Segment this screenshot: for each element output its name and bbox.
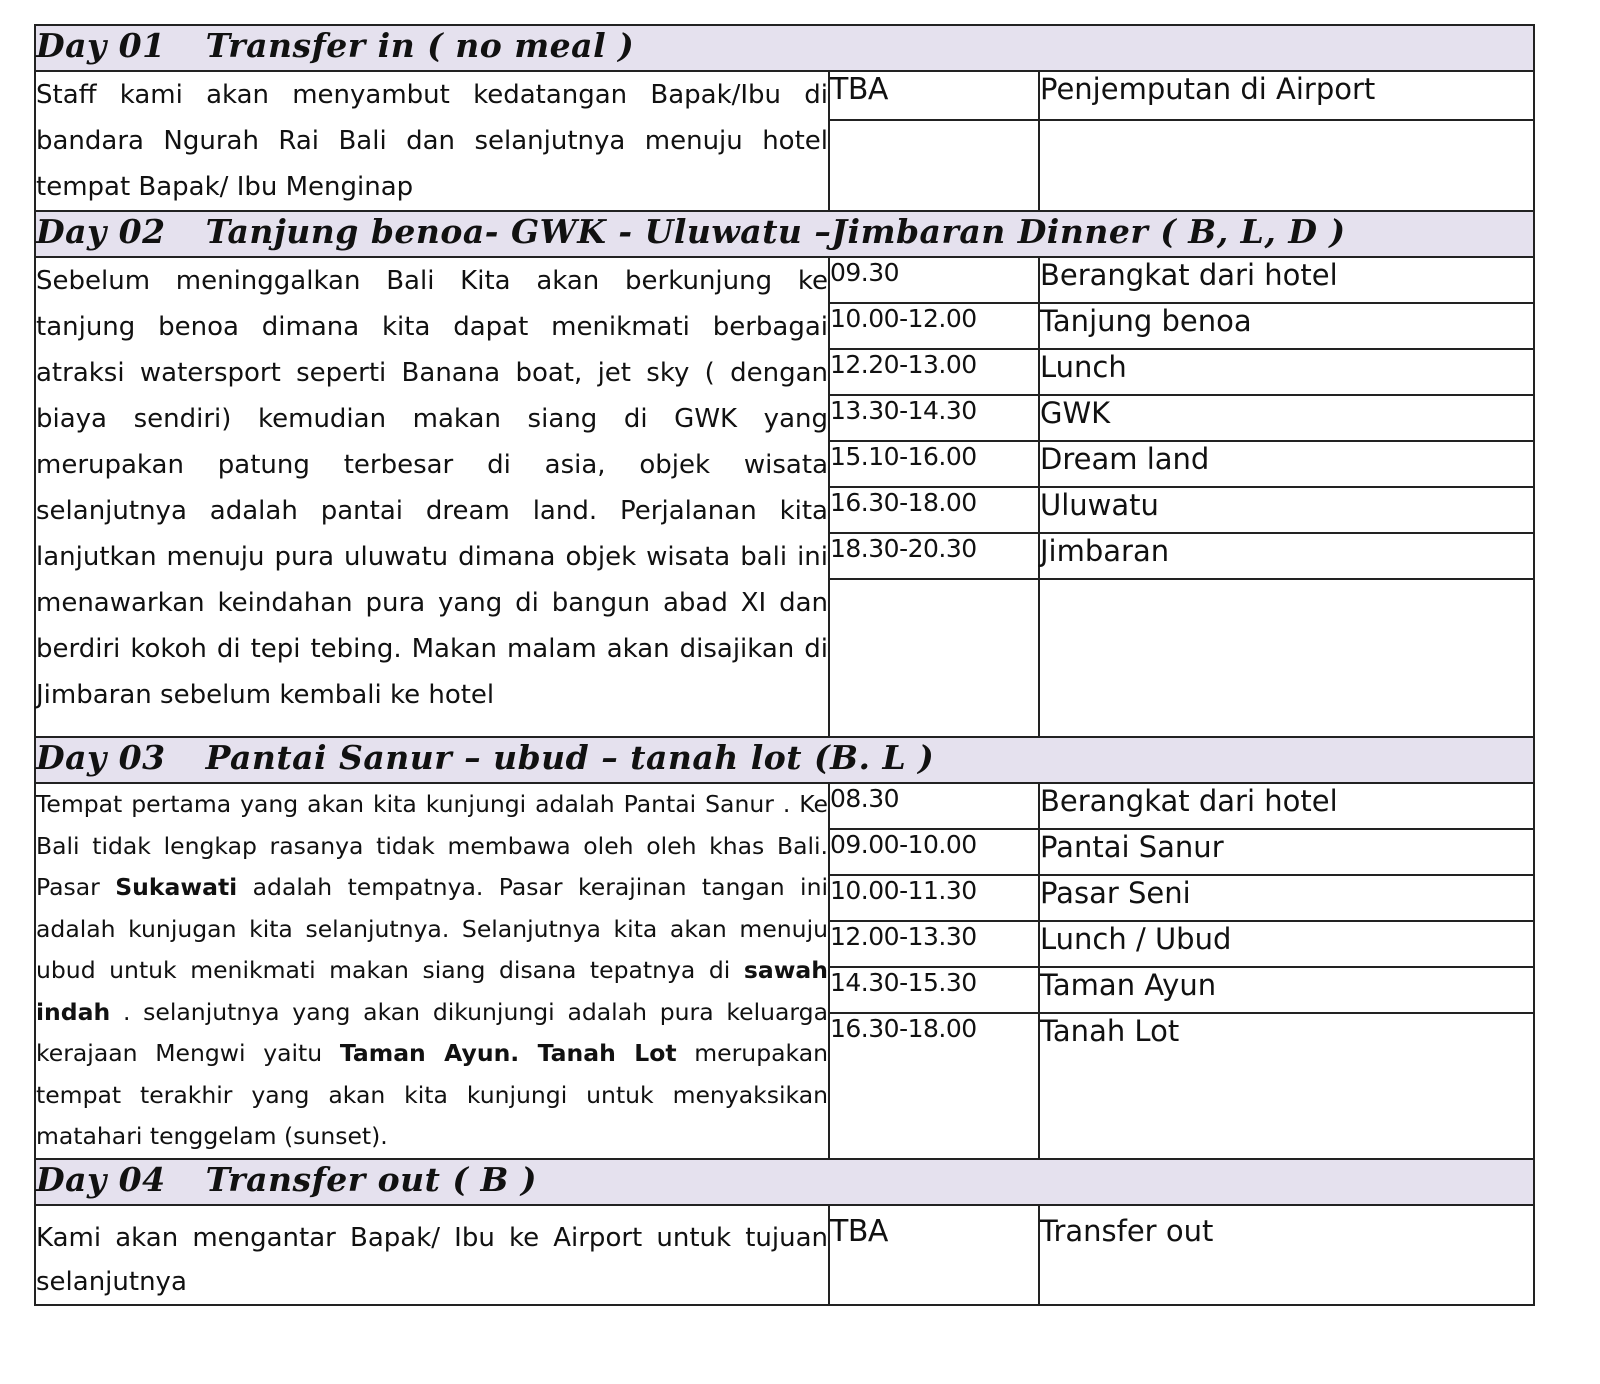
day-header-cell xyxy=(35,737,1534,783)
desc-part: Tempat pertama yang akan kita kunjungi adalah Pantai Sanur . Ke Bali tidak lengkap rasanya tidak membawa oleh oleh khas Bali. Pasar xyxy=(36,790,828,901)
schedule-activity: Lunch xyxy=(1039,349,1534,395)
day-04-description: Kami akan mengantar Bapak/ Ibu ke Airport untuk tujuan selanjutnya xyxy=(35,1205,829,1305)
schedule-time: 16.30-18.00 xyxy=(829,1013,1039,1159)
day-01-description: Staff kami akan menyambut kedatangan Bapak/Ibu di bandara Ngurah Rai Bali dan selanjutnya menuju hotel tempat Bapak/ Ibu Menginap xyxy=(35,71,829,211)
day-title: Transfer in ( no meal ) xyxy=(205,26,635,65)
desc-part: adalah tempatnya. Pasar kerajinan tangan ini adalah kunjugan kita selanjutnya. Selanjutnya kita akan menuju ubud untuk menikmati makan siang disana tepatnya di xyxy=(36,873,828,984)
schedule-activity: Berangkat dari hotel xyxy=(1039,257,1534,303)
schedule-time: TBA xyxy=(829,71,1039,120)
schedule-time: 08.30 xyxy=(829,783,1039,829)
schedule-time: 12.20-13.00 xyxy=(829,349,1039,395)
day-label: Day 01 xyxy=(36,26,166,65)
itinerary-table xyxy=(34,24,1535,1306)
day-02-description: Sebelum meninggalkan Bali Kita akan berkunjung ke tanjung benoa dimana kita dapat menikmati berbagai atraksi watersport seperti Banana boat, jet sky ( dengan biaya sendiri) kemudian makan siang di GWK yang merupakan patung terbesar di asia, objek wisata selanjutnya adalah pantai dream land. Perjalanan kita lanjutkan menuju pura uluwatu dimana objek wisata bali ini menawarkan keindahan pura yang di bangun abad XI dan berdiri kokoh di tepi tebing. Makan malam akan disajikan di Jimbaran sebelum kembali ke hotel xyxy=(35,257,829,737)
schedule-activity: Taman Ayun xyxy=(1039,967,1534,1013)
day-header-cell xyxy=(35,25,1534,71)
schedule-time: 18.30-20.30 xyxy=(829,533,1039,579)
schedule-time: 16.30-18.00 xyxy=(829,487,1039,533)
schedule-activity: Penjemputan di Airport xyxy=(1039,71,1534,120)
schedule-activity: Dream land xyxy=(1039,441,1534,487)
day-title: Transfer out ( B ) xyxy=(205,1159,537,1199)
schedule-time: 14.30-15.30 xyxy=(829,967,1039,1013)
desc-part-bold: Sukawati xyxy=(115,873,238,901)
day-label: Day 04 xyxy=(36,1159,166,1199)
empty-cell xyxy=(1039,120,1534,211)
schedule-row xyxy=(35,71,1534,120)
day-title: Tanjung benoa- GWK - Uluwatu –Jimbaran Dinner ( B, L, D ) xyxy=(205,212,1346,251)
schedule-activity: Jimbaran xyxy=(1039,533,1534,579)
schedule-activity: Tanjung benoa xyxy=(1039,303,1534,349)
schedule-activity: Berangkat dari hotel xyxy=(1039,783,1534,829)
schedule-time: 10.00-12.00 xyxy=(829,303,1039,349)
desc-part-bold: Taman Ayun. Tanah Lot xyxy=(339,1039,677,1067)
schedule-activity: Tanah Lot xyxy=(1039,1013,1534,1159)
schedule-time: TBA xyxy=(829,1205,1039,1305)
day-label: Day 03 xyxy=(36,738,166,777)
schedule-time: 10.00-11.30 xyxy=(829,875,1039,921)
schedule-activity: Lunch / Ubud xyxy=(1039,921,1534,967)
schedule-row xyxy=(35,257,1534,303)
empty-cell xyxy=(829,120,1039,211)
day-01-header xyxy=(35,25,1534,71)
desc-part: . selanjutnya yang akan dikunjungi adalah pura keluarga kerajaan Mengwi yaitu xyxy=(36,997,828,1067)
day-04-header xyxy=(35,1159,1534,1205)
schedule-activity: Transfer out xyxy=(1039,1205,1534,1305)
schedule-activity: GWK xyxy=(1039,395,1534,441)
day-03-description xyxy=(35,783,829,1159)
schedule-time: 15.10-16.00 xyxy=(829,441,1039,487)
schedule-activity: Pasar Seni xyxy=(1039,875,1534,921)
day-label: Day 02 xyxy=(36,212,166,251)
schedule-time: 09.30 xyxy=(829,257,1039,303)
day-02-header xyxy=(35,211,1534,257)
schedule-time: 13.30-14.30 xyxy=(829,395,1039,441)
day-header-cell xyxy=(35,211,1534,257)
empty-cell xyxy=(1039,579,1534,737)
schedule-time: 09.00-10.00 xyxy=(829,829,1039,875)
schedule-activity: Uluwatu xyxy=(1039,487,1534,533)
schedule-row xyxy=(35,1205,1534,1305)
desc-part: merupakan tempat terakhir yang akan kita kunjungi untuk menyaksikan matahari tenggelam (sunset). xyxy=(36,1039,829,1150)
schedule-time: 12.00-13.30 xyxy=(829,921,1039,967)
desc-part-bold: sawah indah xyxy=(36,956,828,1026)
day-title: Pantai Sanur – ubud – tanah lot (B. L ) xyxy=(205,738,935,777)
empty-cell xyxy=(829,579,1039,737)
schedule-activity: Pantai Sanur xyxy=(1039,829,1534,875)
day-03-header xyxy=(35,737,1534,783)
day-header-cell xyxy=(35,1159,1534,1205)
schedule-row xyxy=(35,783,1534,829)
